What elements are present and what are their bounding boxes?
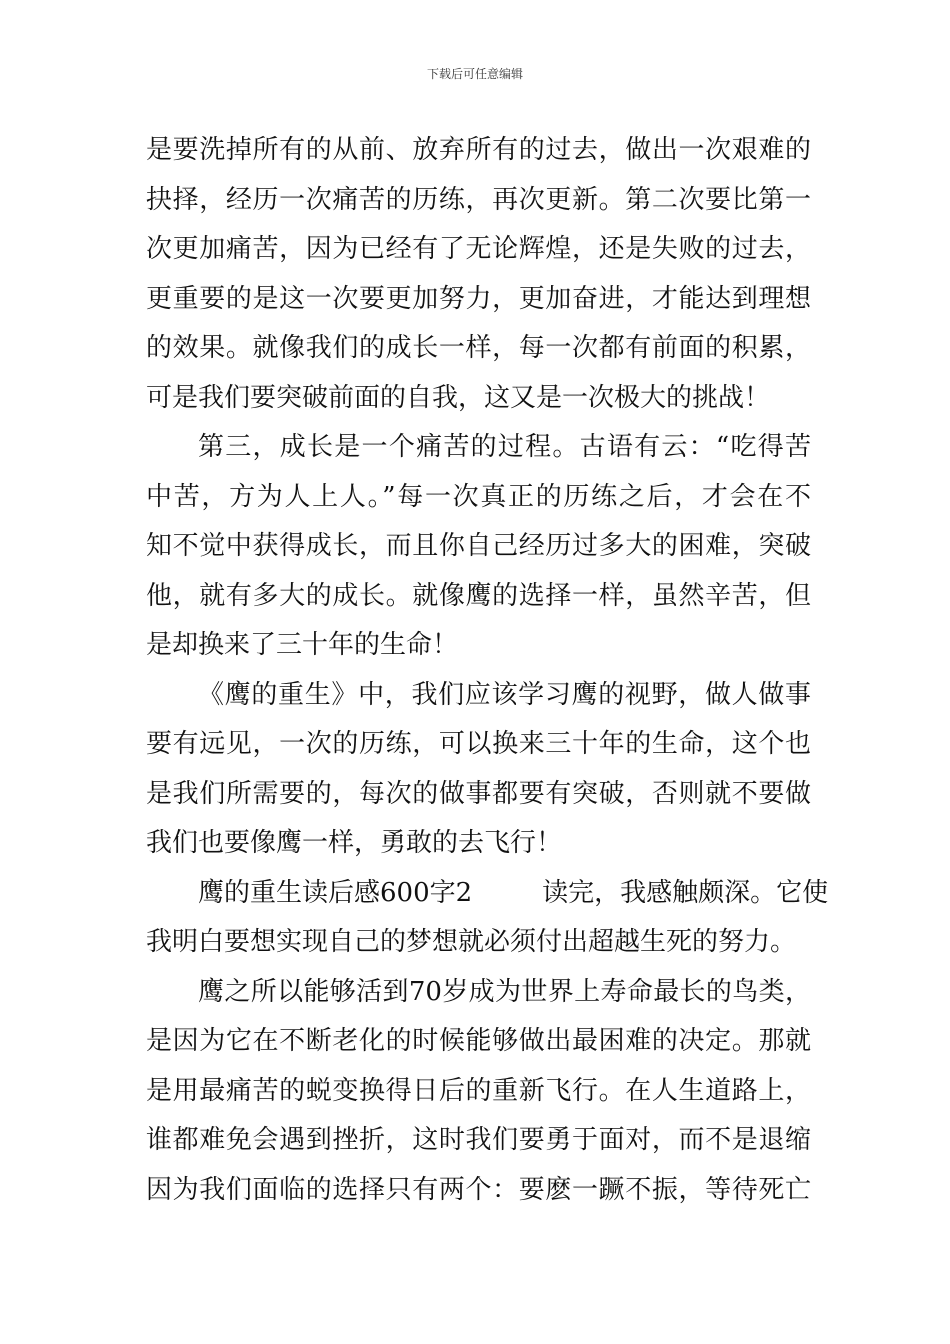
text-line: 他，就有多大的成长。就像鹰的选择一样，虽然辛苦，但 — [146, 580, 811, 611]
text-line: 是要洗掉所有的从前、放弃所有的过去，做出一次艰难的 — [146, 135, 811, 165]
text-line: 抉择，经历一次痛苦的历练，再次更新。第二次要比第一 — [146, 184, 811, 215]
section-title: 鹰的重生读后感600字2 — [198, 877, 473, 908]
text-line: 第三，成长是一个痛苦的过程。古语有云：“吃得苦 — [198, 432, 811, 462]
page-header: 下载后可任意编辑 — [426, 67, 523, 81]
text-line: 是却换来了三十年的生命！ — [146, 630, 459, 660]
text-line: 次更加痛苦，因为已经有了无论辉煌，还是失败的过去， — [146, 234, 811, 264]
text-line: 《鹰的重生》中，我们应该学习鹰的视野，做人做事 — [198, 679, 811, 710]
document-body — [146, 126, 829, 1215]
text-line — [146, 869, 829, 919]
text-line: 谁都难免会遇到挫折，这时我们要勇于面对，而不是退缩 — [146, 1125, 811, 1155]
text-line: 的效果。就像我们的成长一样，每一次都有前面的积累， — [146, 333, 811, 363]
paragraph — [146, 126, 811, 423]
text-line: 我明白要想实现自己的梦想就必须付出超越生死的努力。 — [146, 927, 797, 957]
text-line: 是我们所需要的，每次的做事都要有突破，否则就不要做 — [146, 778, 811, 809]
paragraph — [146, 423, 811, 671]
text-line: 中苦，方为人上人。”每一次真正的历练之后，才会在不 — [146, 481, 811, 512]
text-line: 可是我们要突破前面的自我，这又是一次极大的挑战！ — [146, 382, 771, 413]
text-line: 因为我们面临的选择只有两个：要麽一蹶不振，等待死亡 — [146, 1174, 811, 1205]
text-line: 知不觉中获得成长，而且你自己经历过多大的困难，突破 — [146, 531, 811, 561]
paragraph — [146, 671, 811, 869]
paragraph — [146, 968, 811, 1216]
first-line-text: 读完，我感触颇深。它使 — [542, 877, 829, 908]
text-line: 是因为它在不断老化的时候能够做出最困难的决定。那就 — [146, 1026, 811, 1056]
text-line: 要有远见，一次的历练，可以换来三十年的生命，这个也 — [146, 729, 811, 759]
text-line: 是用最痛苦的蜕变换得日后的重新飞行。在人生道路上， — [146, 1075, 811, 1106]
paragraph — [146, 869, 829, 968]
text-line: 我们也要像鹰一样，勇敢的去飞行！ — [146, 828, 563, 858]
text-line: 更重要的是这一次要更加努力，更加奋进，才能达到理想 — [146, 283, 811, 314]
text-line: 鹰之所以能够活到70岁成为世界上寿命最长的鸟类， — [198, 976, 811, 1007]
